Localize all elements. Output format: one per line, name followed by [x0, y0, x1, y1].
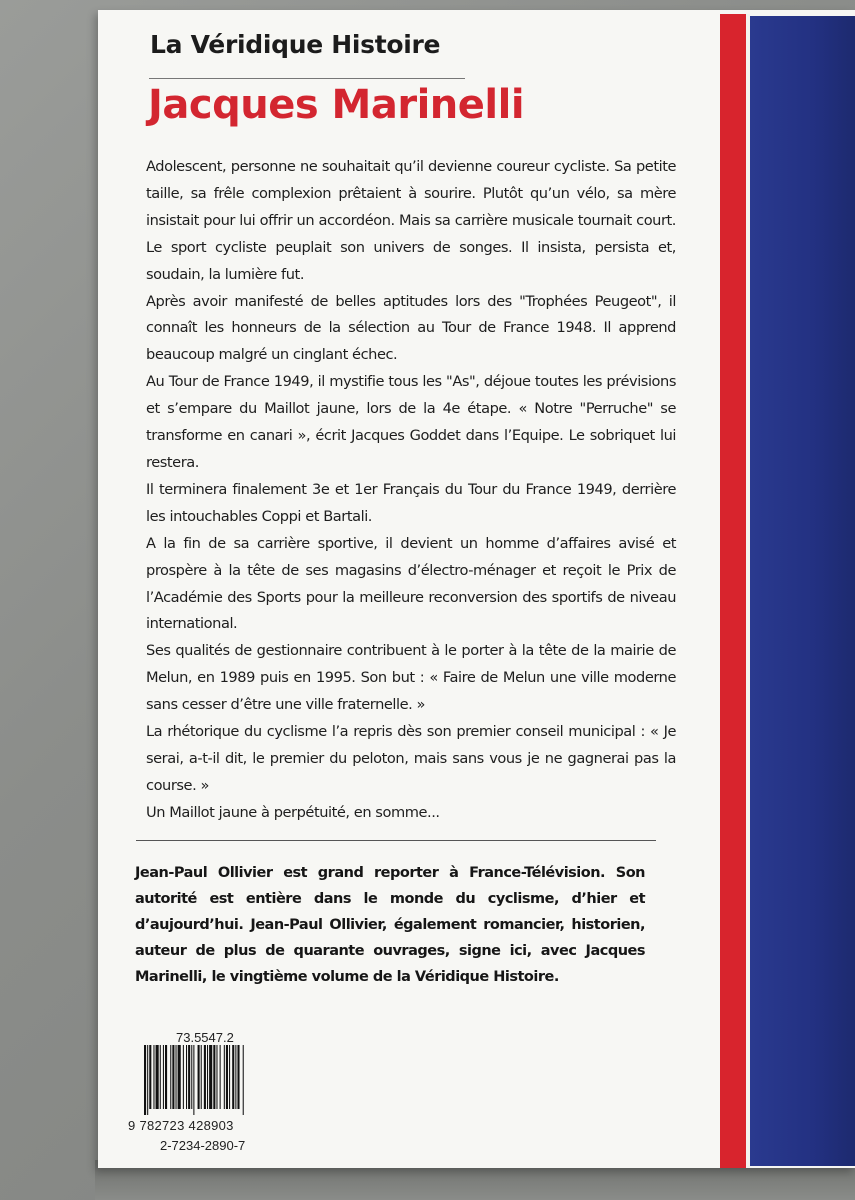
synopsis-paragraph: Après avoir manifesté de belles aptitudes lors des "Trophées Peugeot", il connaît les honneurs de la sélection au Tour de France 1948. Il apprend beaucoup malgré un cinglant échec.: [146, 292, 676, 364]
barcode-icon: [144, 1045, 282, 1115]
synopsis-paragraph: Adolescent, personne ne souhaitait qu’il devienne coureur cycliste. Sa petite taille, sa frêle complexion prêtaient à sourire. Plutôt qu’un vélo, sa mère insistait pour lui offrir un accordéon. Mais sa carrière musicale tournait court. Le sport cycliste peuplait son univers de songes. Il insista, persista et, soudain, la lumière fut.: [146, 158, 676, 283]
barcode-bar: [232, 1045, 234, 1109]
synopsis: [146, 154, 676, 827]
barcode-bar: [178, 1045, 181, 1109]
barcode-bar: [160, 1045, 161, 1109]
synopsis-paragraph: La rhétorique du cyclisme l’a repris dès son premier conseil municipal : « Je serai, a-t-il dit, le premier du peloton, mais sans vous je ne gagnerai pas la course. »: [146, 723, 676, 794]
spine-red-stripe: [720, 14, 746, 1168]
synopsis-paragraph: Ses qualités de gestionnaire contribuent à le porter à la tête de la mairie de Melun, en 1989 puis en 1995. Son but : « Faire de Melun une ville moderne sans cesser d’être une ville fraternelle. »: [146, 642, 676, 714]
barcode-bar: [243, 1045, 244, 1115]
barcode-bar: [226, 1045, 228, 1109]
book-title: Jacques Marinelli: [148, 82, 525, 128]
barcode-bar: [165, 1045, 167, 1109]
section-divider: [136, 840, 656, 841]
barcode-bar: [220, 1045, 221, 1109]
barcode-bar: [156, 1045, 159, 1109]
barcode-bar: [193, 1045, 194, 1115]
barcode-bar: [216, 1045, 217, 1109]
barcode-bar: [209, 1045, 212, 1109]
synopsis-paragraph: Un Maillot jaune à perpétuité, en somme...: [146, 803, 440, 821]
barcode-bar: [188, 1045, 190, 1109]
author-blurb-text: Jean-Paul Ollivier est grand reporter à France-Télévision. Son autorité est entière dans le monde du cyclisme, d’hier et d’aujourd’hui. Jean-Paul Ollivier, également romancier, historien, auteur de plus de quarante ouvrages, signe ici, avec Jacques Marinelli, le vingtième volume de la Véridique Histoire.: [135, 865, 645, 985]
barcode-bar: [204, 1045, 206, 1109]
barcode-bar: [201, 1045, 202, 1109]
spine-blue-stripe: [750, 16, 855, 1166]
barcode-bar: [224, 1045, 225, 1109]
synopsis-paragraph: Au Tour de France 1949, il mystifie tous les "As", déjoue toutes les prévisions et s’empare du Maillot jaune, lors de la 4e étape. « Notre "Perruche" se transforme en canari », écrit Jacques Goddet dans l’Equipe. Le sobriquet lui restera.: [146, 373, 676, 471]
series-title: La Véridique Histoire: [150, 30, 441, 59]
barcode-bar: [176, 1045, 177, 1109]
barcode-bar: [186, 1045, 187, 1109]
barcode-bar: [213, 1045, 215, 1109]
author-blurb: [135, 860, 645, 990]
barcode-bar: [235, 1045, 236, 1109]
barcode-bar: [229, 1045, 230, 1109]
barcode-bar: [198, 1045, 200, 1109]
ean-number: 9 782723 428903: [128, 1118, 234, 1133]
synopsis-paragraph: Il terminera finalement 3e et 1er Français du Tour du France 1949, derrière les intouchables Coppi et Bartali.: [146, 480, 676, 525]
barcode-bar: [170, 1045, 171, 1109]
barcode-bar: [163, 1045, 164, 1109]
barcode-bar: [153, 1045, 154, 1109]
synopsis-paragraph: A la fin de sa carrière sportive, il devient un homme d’affaires avisé et prospère à la tête de ses magasins d’électro-ménager et reçoit le Prix de l’Académie des Sports pour la meilleure reconversion des sportifs de niveau international.: [146, 534, 676, 633]
barcode-bar: [172, 1045, 174, 1109]
barcode-bar: [237, 1045, 239, 1109]
reference-number: 73.5547.2: [176, 1030, 234, 1045]
isbn-number: 2-7234-2890-7: [160, 1138, 246, 1153]
title-divider: [149, 78, 465, 79]
barcode-bar: [147, 1045, 148, 1115]
barcode-bar: [149, 1045, 151, 1109]
barcode-bar: [183, 1045, 184, 1109]
barcode-bar: [207, 1045, 208, 1109]
barcode-bar: [144, 1045, 146, 1115]
barcode-bar: [191, 1045, 192, 1109]
